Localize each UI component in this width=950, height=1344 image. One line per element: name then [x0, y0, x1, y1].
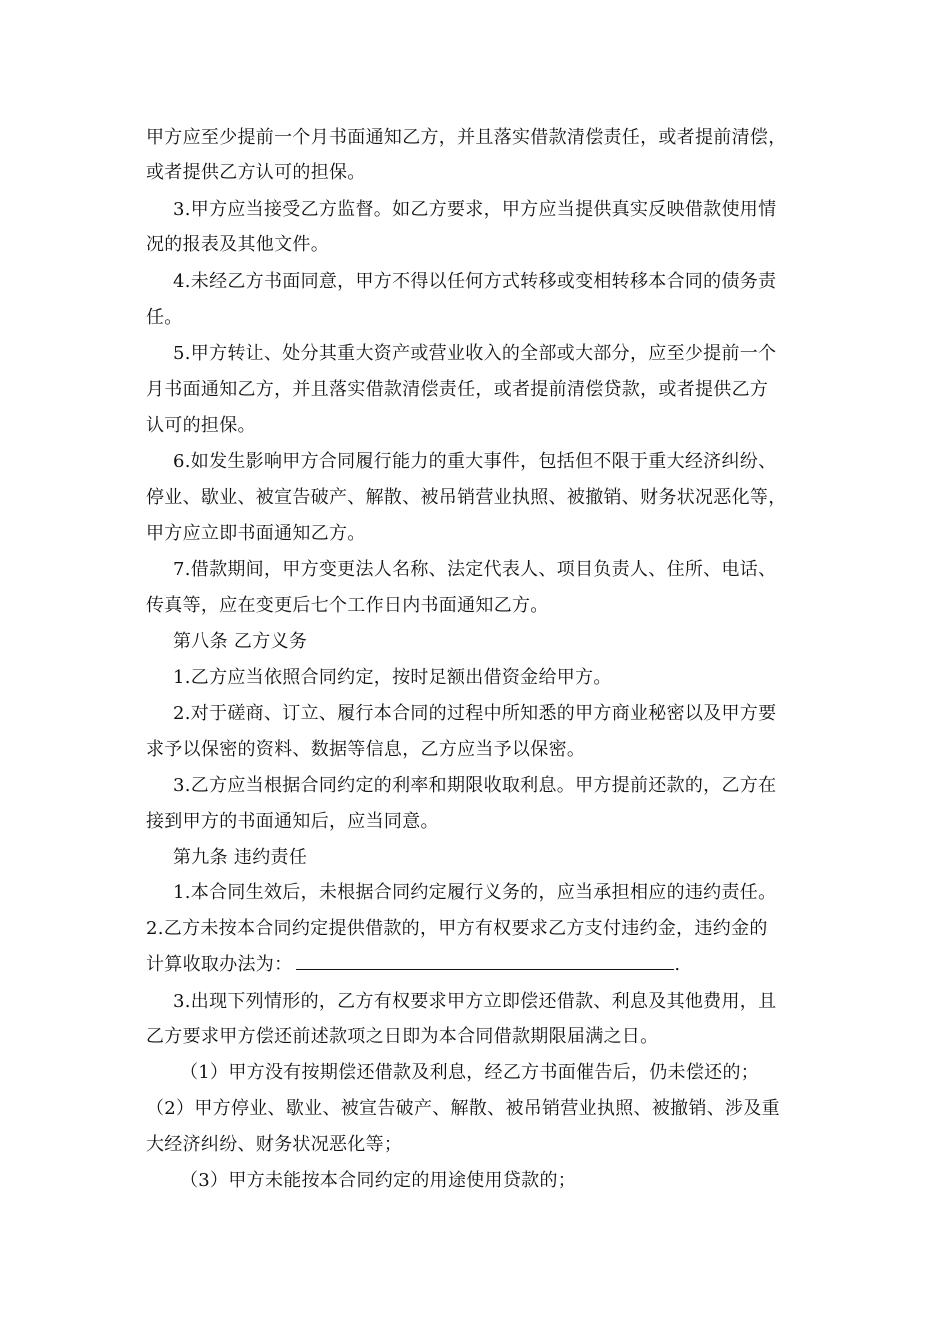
text-line: 认可的担保。: [146, 415, 256, 436]
text-line: 乙方要求甲方偿还前述款项之日即为本合同借款期限届满之日。: [146, 1026, 659, 1047]
clause-6: 6.如发生影响甲方合同履行能力的重大事件，包括但不限于重大经济纠纷、: [173, 451, 777, 472]
text-line: 接到甲方的书面通知后，应当同意。: [146, 811, 439, 832]
article-8-heading: 第八条 乙方义务: [173, 631, 308, 652]
text-line: 况的报表及其他文件。: [146, 234, 329, 255]
fill-in-blank: [296, 953, 674, 970]
clause-8-1: 1.乙方应当依照合同约定，按时足额出借资金给甲方。: [173, 667, 612, 688]
clause-9-3: 3.出现下列情形的，乙方有权要求甲方立即偿还借款、利息及其他费用，且: [173, 991, 777, 1012]
item-1: （1）甲方没有按期偿还借款及利息，经乙方书面催告后，仍未偿还的；: [180, 1062, 760, 1083]
calculation-line: [146, 953, 812, 977]
text-line: 月书面通知乙方，并且落实借款清偿责任，或者提前清偿贷款，或者提供乙方: [146, 379, 769, 400]
text-line: 甲方应立即书面通知乙方。: [146, 523, 366, 544]
clause-7: 7.借款期间，甲方变更法人名称、法定代表人、项目负责人、住所、电话、: [173, 559, 777, 580]
text-line: 任。: [146, 307, 183, 328]
text-line: 甲方应至少提前一个月书面通知乙方，并且落实借款清偿责任，或者提前清偿，: [146, 127, 787, 148]
clause-8-2: 2.对于磋商、订立、履行本合同的过程中所知悉的甲方商业秘密以及甲方要: [173, 703, 777, 724]
text-line: 传真等，应在变更后七个工作日内书面通知乙方。: [146, 595, 549, 616]
calculation-label: 计算收取办法为：: [146, 954, 293, 975]
clause-9-1: 1.本合同生效后，未根据合同约定履行义务的，应当承担相应的违约责任。: [173, 882, 777, 903]
item-2: （2）甲方停业、歇业、被宣告破产、解散、被吊销营业执照、被撤销、涉及重: [146, 1098, 780, 1119]
text-line: 或者提供乙方认可的担保。: [146, 162, 366, 183]
blank-end-mark: .: [674, 954, 681, 975]
clause-3: 3.甲方应当接受乙方监督。如乙方要求，甲方应当提供真实反映借款使用情: [173, 199, 777, 220]
clause-5: 5.甲方转让、处分其重大资产或营业收入的全部或大部分，应至少提前一个: [173, 343, 777, 364]
clause-8-3: 3.乙方应当根据合同约定的利率和期限收取利息。甲方提前还款的，乙方在: [173, 775, 777, 796]
article-9-heading: 第九条 违约责任: [173, 847, 308, 868]
text-line: 大经济纠纷、财务状况恶化等；: [146, 1134, 403, 1155]
clause-4: 4.未经乙方书面同意，甲方不得以任何方式转移或变相转移本合同的债务责: [173, 271, 777, 292]
text-line: 停业、歇业、被宣告破产、解散、被吊销营业执照、被撤销、财务状况恶化等，: [146, 487, 787, 508]
clause-9-2: 2.乙方未按本合同约定提供借款的，甲方有权要求乙方支付违约金，违约金的: [146, 918, 768, 939]
text-line: 求予以保密的资料、数据等信息，乙方应当予以保密。: [146, 739, 586, 760]
item-3: （3）甲方未能按本合同约定的用途使用贷款的；: [180, 1170, 577, 1191]
